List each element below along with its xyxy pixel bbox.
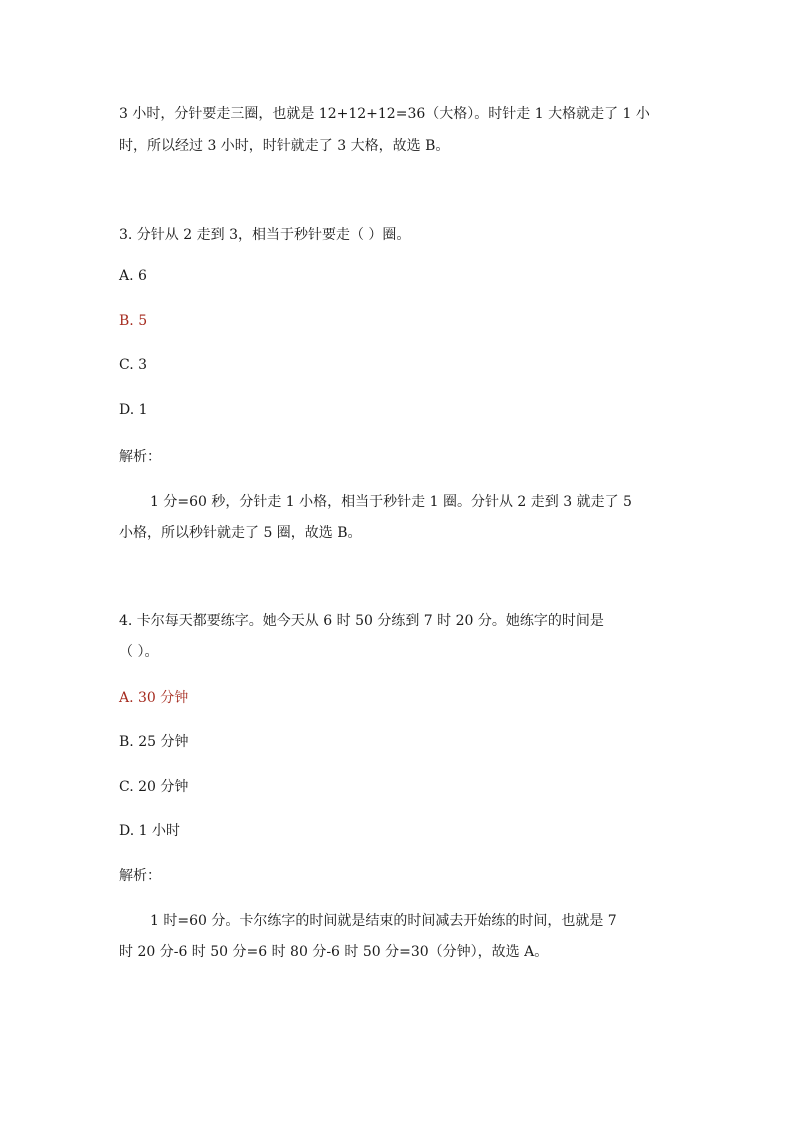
analysis-text-line: 3 小时，分针要走三圈，也就是 12+12+12=36（大格）。时针走 1 大格就走了 1 小 [119,106,650,122]
q4-analysis-label: 解析： [119,868,161,884]
q4-option-a-answer: A. 30 分钟 [119,690,189,706]
q3-analysis-line: 小格，所以秒针就走了 5 圈，故选 B。 [119,525,362,541]
q4-option-d: D. 1 小时 [119,823,180,839]
question-3-text: 3. 分针从 2 走到 3，相当于秒针要走（ ）圈。 [119,227,411,243]
analysis-text-line: 时，所以经过 3 小时，时针就走了 3 大格，故选 B。 [119,138,450,154]
q3-option-d: D. 1 [119,402,148,418]
q3-analysis-label: 解析： [119,449,161,465]
q4-analysis-line: 1 时=60 分。卡尔练字的时间就是结束的时间减去开始练的时间，也就是 7 [150,913,617,929]
q3-option-a: A. 6 [119,268,147,284]
q3-analysis-line: 1 分=60 秒，分针走 1 小格，相当于秒针走 1 圈。分针从 2 走到 3 就走了 5 [150,494,632,510]
question-4-text: 4. 卡尔每天都要练字。她今天从 6 时 50 分练到 7 时 20 分。她练字的时间是 [119,613,604,629]
q4-option-b: B. 25 分钟 [119,734,189,750]
q4-option-c: C. 20 分钟 [119,779,189,795]
q4-analysis-line: 时 20 分-6 时 50 分=6 时 80 分-6 时 50 分=30（分钟），故选 A。 [119,944,549,960]
q3-option-b-answer: B. 5 [119,313,148,329]
q3-option-c: C. 3 [119,357,148,373]
question-4-text-continued: （ ）。 [119,644,159,660]
